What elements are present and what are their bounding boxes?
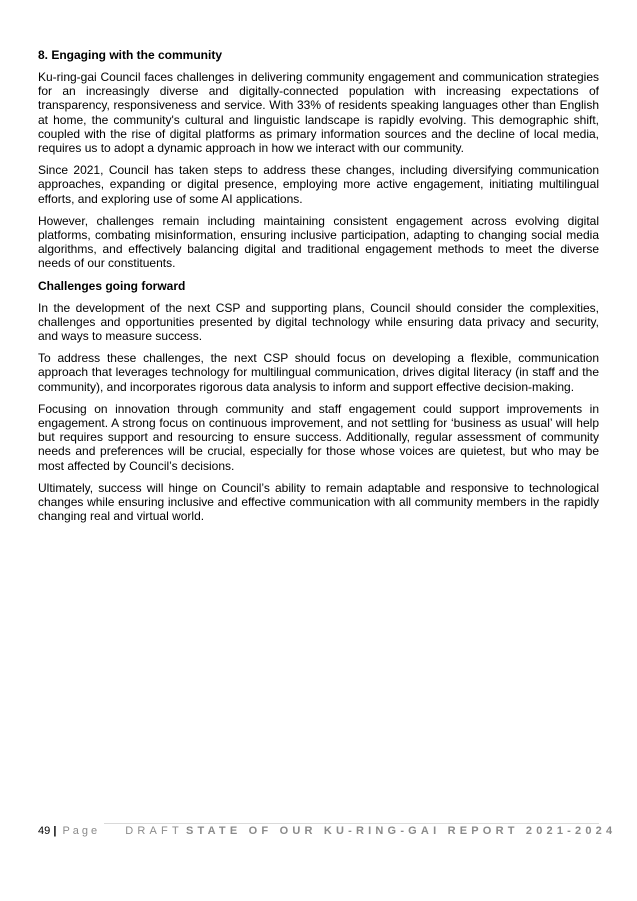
page-separator: |	[53, 825, 57, 837]
subsection-paragraph-2: To address these challenges, the next CSP should focus on developing a flexible, communication approach that leverages technology for multilingual communication, drives digital literacy (in staff and the community), and incorporates rigorous data analysis to inform and support effective decision-making.	[38, 351, 599, 394]
subsection-paragraph-3: Focusing on innovation through community and staff engagement could support improvements in engagement. A strong focus on continuous improvement, and not settling for ‘business as usual’ will help but requires support and resourcing to ensure success. Additionally, regular assessment of community needs and preferences will be crucial, especially for those whose voices are quietest, but who may be most affected by Council’s decisions.	[38, 401, 599, 473]
page-number: 49	[38, 825, 51, 837]
draft-label: DRAFT	[125, 825, 183, 837]
subsection-heading: Challenges going forward	[38, 278, 186, 293]
page-content	[38, 48, 599, 531]
section-paragraph-2: Since 2021, Council has taken steps to address these changes, including diversifying communication approaches, expanding or digital presence, employing more active engagement, initiating multilingual efforts, and exploring use of some AI applications.	[38, 163, 599, 206]
report-title: STATE OF OUR KU-RING-GAI REPORT 2021-2024	[185, 825, 617, 837]
page-word: Page	[62, 825, 101, 837]
subsection-paragraph-4: Ultimately, success will hinge on Council’s ability to remain adaptable and responsive to technological changes while ensuring inclusive and effective communication with all community members in the rapidly changing real and virtual world.	[38, 480, 599, 524]
section-paragraph-1: Ku-ring-gai Council faces challenges in delivering community engagement and communication strategies for an increasingly diverse and digitally-connected population with increasing expectations of transparency, responsiveness and service. With 33% of residents speaking languages other than English at home, the community's cultural and linguistic landscape is rapidly evolving. This demographic shift, coupled with the rise of digital platforms as primary information sources and the decline of local media, requires us to adopt a dynamic approach in how we interact with our community.	[38, 70, 599, 156]
page-footer	[38, 824, 617, 838]
subsection-paragraph-1: In the development of the next CSP and supporting plans, Council should consider the complexities, challenges and opportunities presented by digital technology while ensuring data privacy and security, and ways to measure success.	[38, 300, 599, 344]
section-paragraph-3: However, challenges remain including maintaining consistent engagement across evolving digital platforms, combating misinformation, ensuring inclusive participation, adapting to changing social media algorithms, and effectively balancing digital and traditional engagement methods to meet the diverse needs of our constituents.	[38, 213, 599, 271]
section-heading: 8. Engaging with the community	[38, 48, 223, 62]
